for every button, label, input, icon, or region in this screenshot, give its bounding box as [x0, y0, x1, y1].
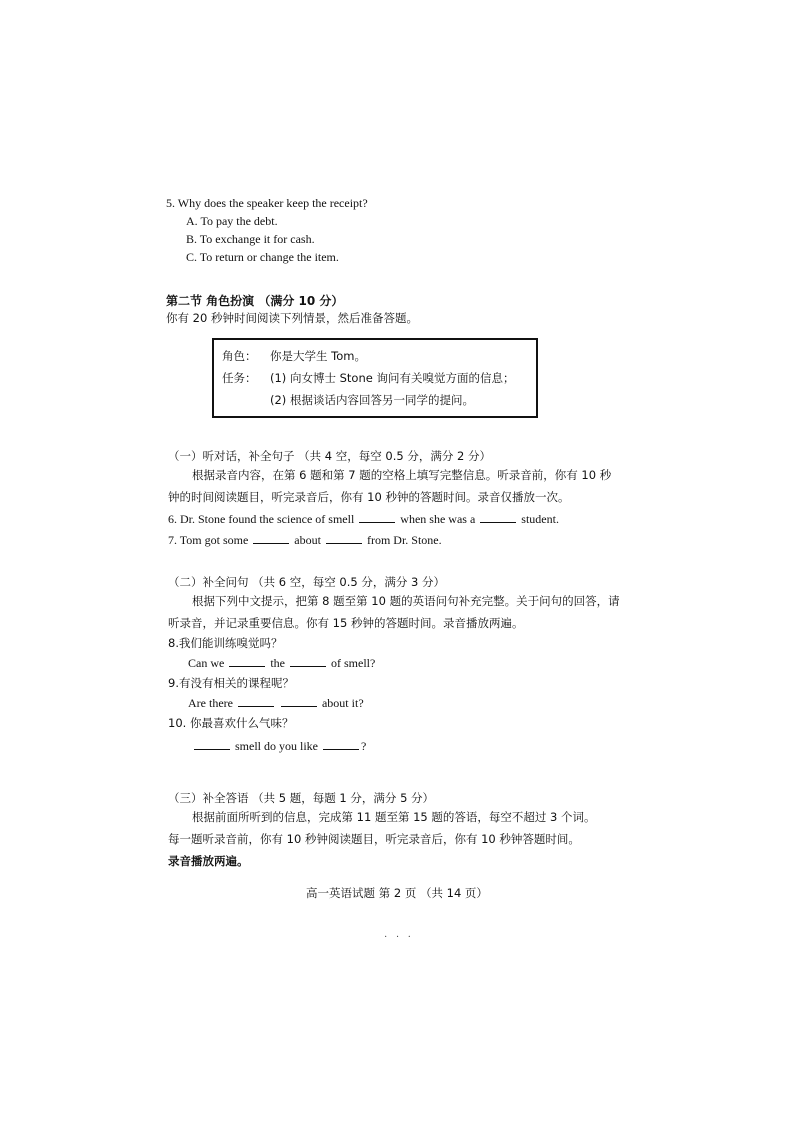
- q8-text-b: the: [270, 656, 285, 671]
- scan-specks: · · ·: [384, 932, 414, 943]
- question-9: [168, 694, 620, 712]
- part-3-instructions-2: 每一题听录音前，你有 10 秒钟阅读题目，听完录音后，你有 10 秒钟答题时间。: [168, 832, 580, 847]
- part-3: [168, 790, 620, 873]
- q6-text-a: 6. Dr. Stone found the science of smell: [168, 511, 355, 526]
- part-2: [168, 574, 620, 755]
- part-1-title: （一）听对话，补全句子 （共 4 空，每空 0.5 分，满分 2 分）: [168, 449, 492, 463]
- answer-blank[interactable]: [253, 533, 289, 544]
- answer-blank[interactable]: [326, 533, 362, 544]
- part-2-instructions: 根据下列中文提示，把第 8 题至第 10 题的英语问句补充完整。关于问句的回答，请听录音，并记录重要信息。你有 15 秒钟的答题时间。录音播放两遍。: [168, 594, 620, 631]
- option-c: C. To return or change the item.: [186, 250, 339, 264]
- q9-text-b: about it?: [321, 696, 364, 711]
- answer-blank[interactable]: [480, 512, 516, 523]
- answer-blank[interactable]: [323, 739, 359, 750]
- answer-blank[interactable]: [359, 512, 395, 523]
- answer-blank[interactable]: [290, 656, 326, 667]
- section-2-title: 第二节 角色扮演 （满分 10 分）: [166, 294, 344, 308]
- answer-blank[interactable]: [229, 656, 265, 667]
- role-row: [222, 346, 528, 368]
- option-b: B. To exchange it for cash.: [186, 232, 315, 246]
- question-6: [168, 510, 620, 528]
- part-1-instructions: 根据录音内容，在第 6 题和第 7 题的空格上填写完整信息。听录音前，你有 10 秒钟的时间阅读题目，听完录音后，你有 10 秒钟的答题时间。录音仅播放一次。: [168, 468, 612, 505]
- q8-text-c: of smell?: [331, 656, 376, 671]
- role-play-box: [212, 338, 538, 418]
- part-1: [168, 448, 620, 549]
- role-key: 角色：: [222, 349, 257, 363]
- question-8-cn: 8.我们能训练嗅觉吗？: [168, 635, 283, 650]
- task-2: (2) 根据谈话内容回答另一同学的提问。: [270, 392, 474, 407]
- role-value: 你是大学生 Tom。: [270, 349, 366, 363]
- question-10-cn: 10. 你最喜欢什么气味？: [168, 716, 294, 731]
- q6-text-b: when she was a: [400, 511, 476, 526]
- part-2-title: （二）补全问句 （共 6 空，每空 0.5 分，满分 3 分）: [168, 575, 446, 589]
- task-row: [222, 368, 528, 390]
- q6-text-c: student.: [521, 511, 559, 526]
- section-2-intro: 你有 20 秒钟时间阅读下列情景，然后准备答题。: [166, 311, 418, 325]
- question-7: [168, 531, 620, 549]
- part-3-instructions-3: 录音播放两遍。: [168, 853, 249, 868]
- q7-text-a: 7. Tom got some: [168, 532, 249, 547]
- q8-text-a: Can we: [188, 656, 225, 671]
- q7-text-c: from Dr. Stone.: [366, 532, 442, 547]
- question-9-cn: 9.有没有相关的课程呢？: [168, 676, 294, 691]
- task-key: 任务：: [222, 370, 257, 385]
- part-3-instructions-1: 根据前面所听到的信息，完成第 11 题至第 15 题的答语，每空不超过 3 个词。: [192, 810, 596, 825]
- question-10: [168, 737, 620, 755]
- answer-blank[interactable]: [281, 696, 317, 707]
- question-8: [168, 654, 620, 672]
- q9-text-a: Are there: [188, 696, 233, 711]
- question-5-stem: 5. Why does the speaker keep the receipt?: [166, 196, 368, 210]
- q10-text-b: ?: [361, 738, 367, 753]
- question-5: [166, 194, 616, 266]
- answer-blank[interactable]: [194, 739, 230, 750]
- section-2-header: [166, 292, 616, 327]
- q10-text-a: smell do you like: [235, 738, 318, 753]
- page-footer: 高一英语试题 第 2 页 （共 14 页）: [306, 886, 488, 900]
- option-a: A. To pay the debt.: [186, 214, 278, 228]
- answer-blank[interactable]: [238, 696, 274, 707]
- q7-text-b: about: [294, 532, 321, 547]
- part-3-title: （三）补全答语 （共 5 题，每题 1 分，满分 5 分）: [168, 791, 435, 805]
- task-1: (1) 向女博士 Stone 询问有关嗅觉方面的信息；: [270, 370, 515, 385]
